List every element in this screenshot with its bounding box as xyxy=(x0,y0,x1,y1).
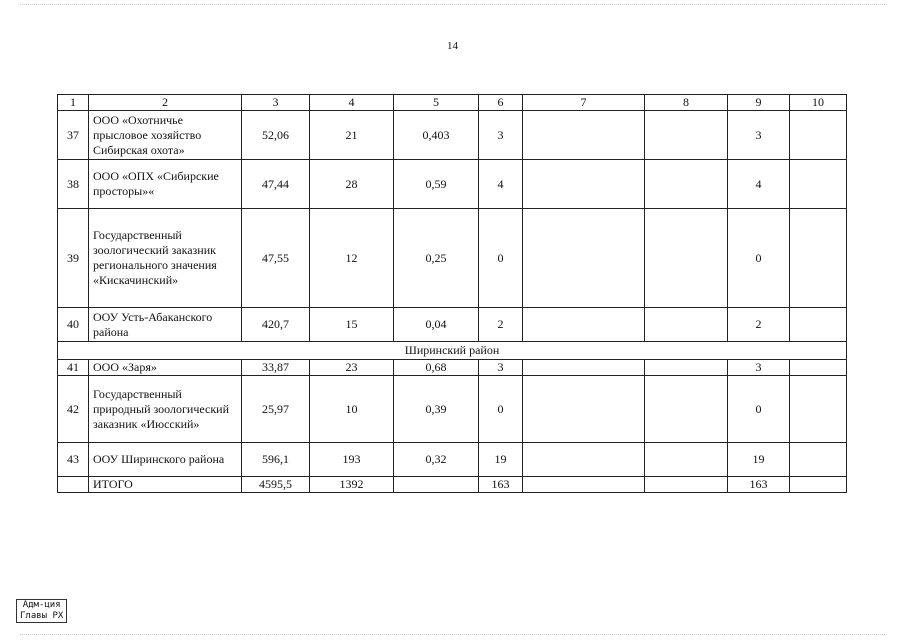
value-cell xyxy=(645,376,728,443)
value-cell xyxy=(523,160,645,209)
value-cell: 596,1 xyxy=(242,443,310,477)
table-row xyxy=(58,308,847,342)
value-cell: 3 xyxy=(479,111,523,160)
value-cell xyxy=(790,443,847,477)
value-cell xyxy=(645,308,728,342)
value-cell xyxy=(790,477,847,493)
value-cell: 1392 xyxy=(310,477,394,493)
header-row xyxy=(58,95,847,111)
value-cell: 23 xyxy=(310,360,394,376)
total-row xyxy=(58,477,847,493)
value-cell xyxy=(645,477,728,493)
value-cell: 4595,5 xyxy=(242,477,310,493)
value-cell xyxy=(523,477,645,493)
entity-name-cell: ООО «ОПХ «Сибирские просторы»« xyxy=(89,160,242,209)
entity-name-cell: ООО «Заря» xyxy=(89,360,242,376)
value-cell: 0,403 xyxy=(394,111,479,160)
value-cell: 0 xyxy=(728,209,790,308)
value-cell: 3 xyxy=(479,360,523,376)
entity-name-cell: Государственный зоологический заказник регионального значения «Кискачинский» xyxy=(89,209,242,308)
column-header: 1 xyxy=(58,95,89,111)
value-cell: 3 xyxy=(728,111,790,160)
value-cell xyxy=(645,160,728,209)
row-number-cell xyxy=(58,477,89,493)
table-row xyxy=(58,209,847,308)
value-cell: 47,44 xyxy=(242,160,310,209)
value-cell: 0 xyxy=(728,376,790,443)
column-header: 3 xyxy=(242,95,310,111)
column-header: 6 xyxy=(479,95,523,111)
value-cell xyxy=(790,209,847,308)
value-cell xyxy=(645,111,728,160)
value-cell xyxy=(645,443,728,477)
value-cell: 19 xyxy=(728,443,790,477)
table-row xyxy=(58,376,847,443)
stamp-line-2: Главы РХ xyxy=(20,611,64,621)
value-cell: 0,25 xyxy=(394,209,479,308)
value-cell: 420,7 xyxy=(242,308,310,342)
value-cell: 33,87 xyxy=(242,360,310,376)
value-cell xyxy=(394,477,479,493)
value-cell xyxy=(523,443,645,477)
value-cell: 4 xyxy=(728,160,790,209)
value-cell: 47,55 xyxy=(242,209,310,308)
table-row xyxy=(58,160,847,209)
value-cell xyxy=(790,308,847,342)
value-cell xyxy=(523,111,645,160)
data-table xyxy=(57,94,847,493)
table-row xyxy=(58,111,847,160)
value-cell: 28 xyxy=(310,160,394,209)
page-number: 14 xyxy=(447,40,458,52)
row-number-cell: 38 xyxy=(58,160,89,209)
column-header: 7 xyxy=(523,95,645,111)
value-cell: 12 xyxy=(310,209,394,308)
value-cell: 0 xyxy=(479,376,523,443)
column-header: 10 xyxy=(790,95,847,111)
column-header: 8 xyxy=(645,95,728,111)
row-number-cell: 41 xyxy=(58,360,89,376)
row-number-cell: 37 xyxy=(58,111,89,160)
entity-name-cell: ООУ Усть-Абаканского района xyxy=(89,308,242,342)
row-number-cell: 40 xyxy=(58,308,89,342)
stamp-line-1: Адм-ция xyxy=(22,600,61,610)
value-cell: 25,97 xyxy=(242,376,310,443)
value-cell xyxy=(523,209,645,308)
value-cell: 2 xyxy=(728,308,790,342)
column-header: 2 xyxy=(89,95,242,111)
value-cell: 193 xyxy=(310,443,394,477)
value-cell: 2 xyxy=(479,308,523,342)
value-cell xyxy=(645,360,728,376)
value-cell: 52,06 xyxy=(242,111,310,160)
value-cell xyxy=(790,376,847,443)
table-row xyxy=(58,360,847,376)
value-cell: 10 xyxy=(310,376,394,443)
value-cell xyxy=(790,160,847,209)
value-cell: 0,32 xyxy=(394,443,479,477)
row-number-cell: 43 xyxy=(58,443,89,477)
value-cell xyxy=(523,376,645,443)
value-cell: 163 xyxy=(479,477,523,493)
value-cell: 0 xyxy=(479,209,523,308)
entity-name-cell: ИТОГО xyxy=(89,477,242,493)
value-cell: 21 xyxy=(310,111,394,160)
row-number-cell: 39 xyxy=(58,209,89,308)
value-cell: 15 xyxy=(310,308,394,342)
value-cell xyxy=(523,360,645,376)
entity-name-cell: ООО «Охотничье прысловое хозяйство Сибирская охота» xyxy=(89,111,242,160)
value-cell xyxy=(790,111,847,160)
column-header: 5 xyxy=(394,95,479,111)
scan-artifact-bottom xyxy=(20,634,885,636)
value-cell: 0,04 xyxy=(394,308,479,342)
row-number-cell: 42 xyxy=(58,376,89,443)
entity-name-cell: Государственный природный зоологический заказник «Июсский» xyxy=(89,376,242,443)
value-cell: 0,39 xyxy=(394,376,479,443)
value-cell: 3 xyxy=(728,360,790,376)
value-cell: 0,59 xyxy=(394,160,479,209)
district-row xyxy=(58,342,847,360)
table-row xyxy=(58,443,847,477)
scan-artifact-top xyxy=(20,4,885,6)
office-stamp xyxy=(16,599,67,623)
value-cell xyxy=(645,209,728,308)
value-cell xyxy=(523,308,645,342)
value-cell xyxy=(790,360,847,376)
value-cell: 19 xyxy=(479,443,523,477)
value-cell: 0,68 xyxy=(394,360,479,376)
value-cell: 163 xyxy=(728,477,790,493)
column-header: 4 xyxy=(310,95,394,111)
entity-name-cell: ООУ Ширинского района xyxy=(89,443,242,477)
column-header: 9 xyxy=(728,95,790,111)
district-label: Ширинский район xyxy=(58,342,847,360)
value-cell: 4 xyxy=(479,160,523,209)
